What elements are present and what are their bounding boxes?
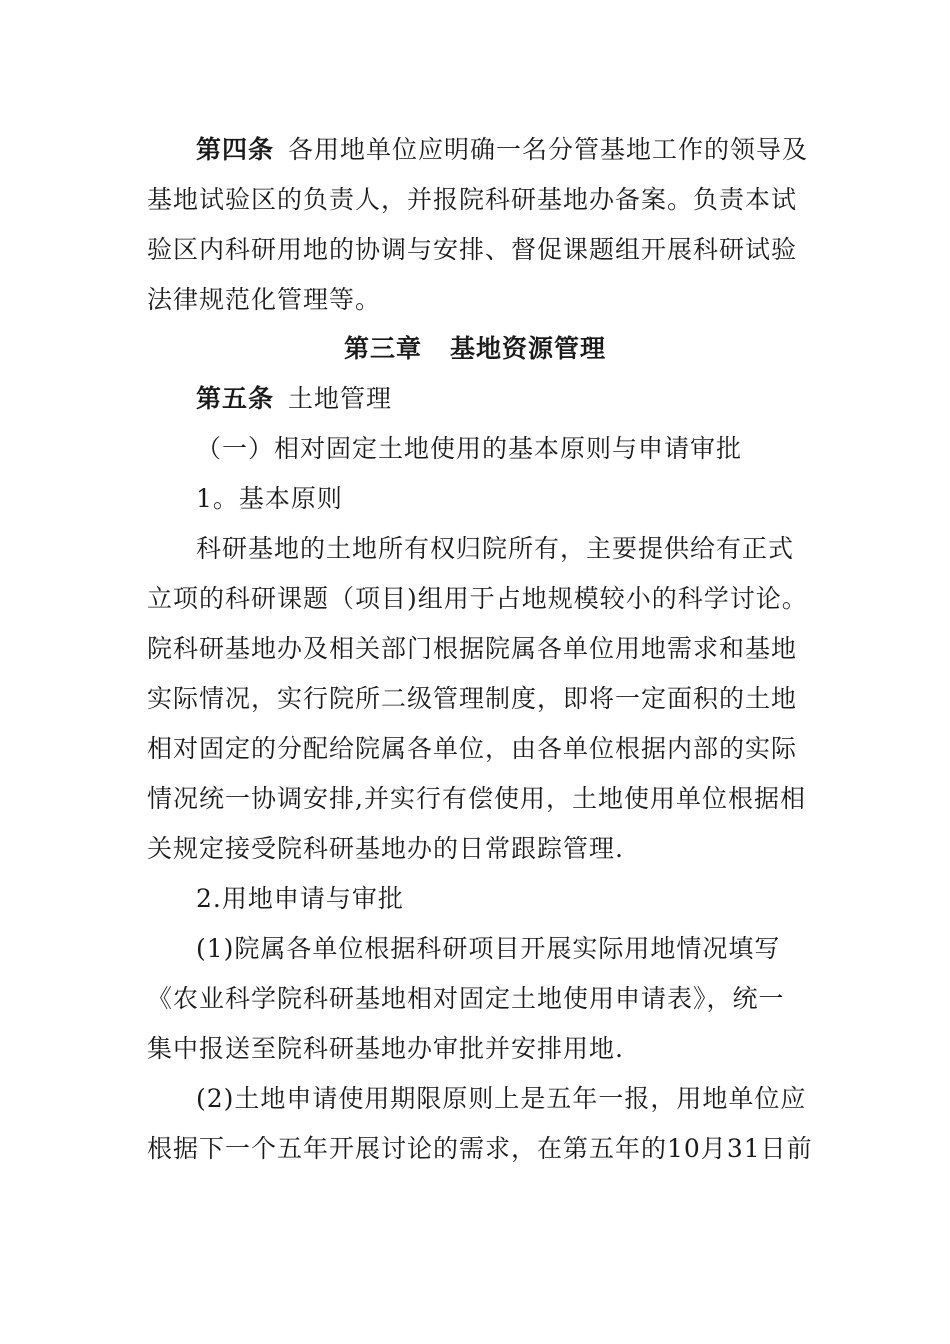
item1-paragraph-line-5: 情况统一协调安排,并实行有偿使用，土地使用单位根据相 [147, 784, 806, 813]
article4-line-2: 验区内科研用地的协调与安排、督促课题组开展科研试验 [147, 235, 798, 264]
article4-label: 第四条 [196, 135, 275, 164]
article4-first-line [196, 135, 856, 165]
item1-paragraph-line-4: 相对固定的分配给院属各单位，由各单位根据内部的实际 [147, 734, 798, 763]
sub2-first: (2)土地申请使用期限原则上是五年一报，用地单位应 [196, 1084, 807, 1113]
sub1-line-1: 《农业科学院科研基地相对固定土地使用申请表》，统一 [147, 984, 785, 1013]
chapter-number: 第三章 [343, 334, 422, 363]
article5-text: 土地管理 [288, 384, 393, 413]
sub1-first: (1)院属各单位根据科研项目开展实际用地情况填写 [196, 934, 781, 963]
item1-paragraph-line-2: 院科研基地办及相关部门根据院属各单位用地需求和基地 [147, 634, 798, 663]
sub2-line-1: 根据下一个五年开展讨论的需求，在第五年的10月31日前 [147, 1134, 813, 1163]
article4-line-3: 法律规范化管理等。 [147, 285, 382, 314]
chapter-heading [0, 334, 950, 364]
article4-text: 各用地单位应明确一名分管基地工作的领导及 [288, 135, 809, 164]
article4-line-1: 基地试验区的负责人，并报院科研基地办备案。负责本试 [147, 185, 798, 214]
item1-paragraph-line-1: 立项的科研课题（项目)组用于占地规模较小的科学讨论。 [147, 584, 808, 613]
item1-heading: 1。基本原则 [196, 484, 343, 513]
sub1-line-2: 集中报送至院科研基地办审批并安排用地. [147, 1034, 624, 1063]
item1-paragraph-first: 科研基地的土地所有权归院所有，主要提供给有正式 [196, 534, 795, 563]
item2-heading: 2.用地申请与审批 [196, 884, 404, 913]
item1-paragraph-line-6: 关规定接受院科研基地办的日常跟踪管理. [147, 834, 624, 863]
article5-line [196, 384, 856, 414]
article5-label: 第五条 [196, 384, 275, 413]
item1-paragraph-line-3: 实际情况，实行院所二级管理制度，即将一定面积的土地 [147, 684, 798, 713]
section1-heading: （一）相对固定土地使用的基本原则与申请审批 [196, 434, 743, 463]
chapter-title: 基地资源管理 [450, 334, 607, 363]
